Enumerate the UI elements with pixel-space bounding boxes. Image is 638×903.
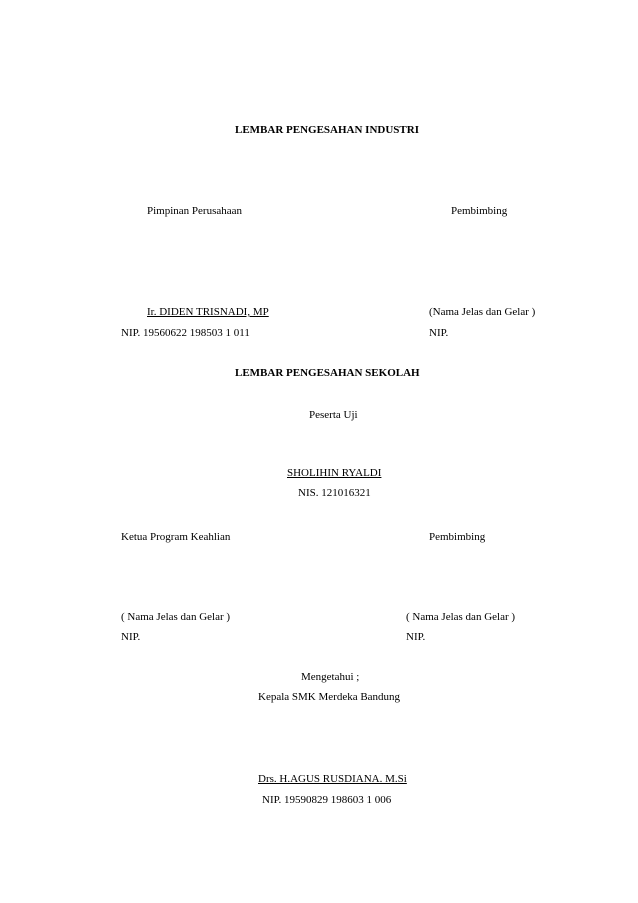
mengetahui-label: Mengetahui ; [301, 671, 360, 683]
participant-role: Peserta Uji [309, 409, 358, 421]
participant-name: SHOLIHIN RYALDI [287, 467, 382, 479]
sekolah-left-nip: NIP. [121, 631, 141, 643]
industri-right-name: (Nama Jelas dan Gelar ) [429, 306, 536, 318]
sekolah-right-nip: NIP. [406, 631, 426, 643]
sekolah-left-name: ( Nama Jelas dan Gelar ) [121, 611, 231, 623]
industri-left-name: Ir. DIDEN TRISNADI, MP [147, 306, 269, 318]
industri-right-role: Pembimbing [451, 205, 508, 217]
principal-nip: NIP. 19590829 198603 1 006 [262, 794, 392, 806]
industri-left-nip: NIP. 19560622 198503 1 011 [121, 327, 250, 339]
participant-nis: NIS. 121016321 [298, 487, 371, 499]
sekolah-title: LEMBAR PENGESAHAN SEKOLAH [235, 367, 420, 379]
principal-position: Kepala SMK Merdeka Bandung [258, 691, 401, 703]
principal-name: Drs. H.AGUS RUSDIANA. M.Si [258, 773, 407, 785]
sekolah-right-role: Pembimbing [429, 531, 486, 543]
industri-left-role: Pimpinan Perusahaan [147, 205, 243, 217]
industri-title: LEMBAR PENGESAHAN INDUSTRI [235, 124, 419, 136]
sekolah-right-name: ( Nama Jelas dan Gelar ) [406, 611, 516, 623]
sekolah-left-role: Ketua Program Keahlian [121, 531, 231, 543]
industri-right-nip: NIP. [429, 327, 449, 339]
